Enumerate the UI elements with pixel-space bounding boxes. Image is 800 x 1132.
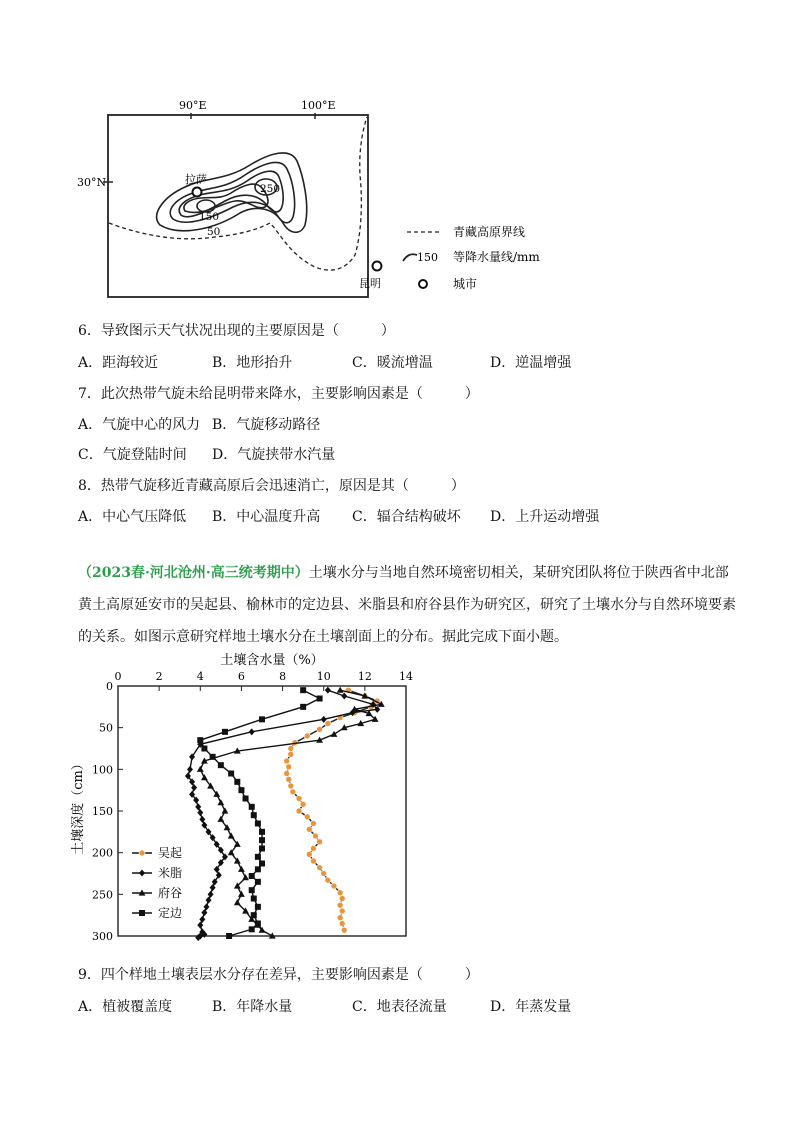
contour-label-50: 50 (207, 226, 221, 238)
data-point (312, 833, 318, 839)
x-tick-label: 14 (399, 670, 413, 683)
data-point (341, 927, 347, 933)
x-tick-label: 12 (357, 670, 372, 683)
question-8-option-a[interactable]: A．中心气压降低 (78, 509, 187, 525)
y-tick-label: 0 (106, 680, 113, 693)
data-point (217, 799, 224, 805)
data-point (201, 746, 207, 752)
data-point (255, 866, 261, 872)
data-point (304, 733, 310, 739)
data-point (222, 807, 229, 813)
legend-isoline-value: 150 (417, 251, 438, 264)
data-point (187, 766, 193, 773)
question-7-stem: 7．此次热带气旋未给昆明带来降水，主要影响因素是（ ） (78, 386, 479, 402)
data-point (259, 829, 265, 835)
y-tick-label: 300 (92, 930, 113, 943)
data-point (284, 758, 290, 764)
data-point (249, 873, 255, 879)
question-8-option-b[interactable]: B．中心温度升高 (212, 509, 321, 525)
data-point (339, 908, 345, 914)
data-point (228, 832, 235, 838)
contour-label-150: 150 (199, 211, 220, 223)
data-point (300, 801, 306, 807)
data-point (300, 704, 306, 710)
city-marker-kunming (373, 262, 382, 271)
data-point (259, 837, 265, 843)
x-tick-label: 6 (237, 670, 245, 683)
data-point (243, 796, 249, 802)
question-6-option-b[interactable]: B．地形抬升 (212, 355, 293, 371)
lat-label-30: 30°N (77, 176, 107, 189)
data-point (259, 861, 265, 867)
legend-label: 府谷 (158, 886, 183, 900)
legend-isoline-symbol (403, 254, 417, 261)
data-point (238, 787, 244, 793)
legend-city-label: 城市 (453, 277, 478, 291)
data-point (255, 879, 261, 885)
data-point (310, 846, 316, 852)
data-point (249, 887, 255, 893)
data-point (249, 804, 255, 810)
data-point (296, 808, 302, 814)
data-point (290, 789, 296, 795)
data-point (317, 726, 323, 732)
chart-ylabel: 土壤深度（cm） (71, 757, 86, 855)
data-point (337, 915, 343, 921)
data-point (341, 693, 347, 700)
data-point (288, 783, 294, 789)
city-marker-lhasa (193, 188, 202, 197)
question-7-option-d[interactable]: D．气旋挟带水汽量 (212, 447, 336, 463)
lon-label-90: 90°E (179, 99, 207, 112)
data-point (337, 890, 343, 896)
data-point (331, 883, 337, 889)
data-point (339, 896, 345, 902)
data-point (288, 751, 294, 757)
question-6-option-c[interactable]: C．暖流增温 (352, 355, 433, 371)
data-point (337, 902, 343, 908)
passage-text: 土壤水分与当地自然环境密切相关，某研究团队将位于陕西省中北部黄土高原延安市的吴起县、榆林市的定边县、米脂县和府谷县作为研究区，研究了土壤水分与自然环境要素的关系。如图示意研究样地土壤水分在土壤剖面上的分布。据此完成下面小题。 (78, 565, 736, 645)
question-9-option-d[interactable]: D．年蒸发量 (490, 999, 572, 1015)
data-point (306, 851, 312, 857)
question-9-stem: 9．四个样地土壤表层水分存在差异，主要影响因素是（ ） (78, 967, 479, 983)
data-point (317, 839, 323, 845)
data-point (288, 746, 294, 752)
contour-label-250: 250 (260, 183, 281, 195)
data-point (325, 721, 331, 727)
x-tick-label: 10 (316, 670, 331, 683)
data-point (310, 821, 316, 827)
data-point (234, 779, 240, 785)
question-9-option-a[interactable]: A．植被覆盖度 (78, 999, 173, 1015)
legend-marker (139, 910, 145, 916)
series-2 (185, 687, 380, 941)
y-tick-label: 100 (92, 763, 113, 777)
data-point (286, 764, 292, 770)
x-tick-label: 4 (196, 670, 204, 683)
question-6-stem: 6．导致图示天气状况出现的主要原因是（ ） (78, 323, 395, 339)
data-point (317, 865, 323, 871)
question-7-option-c[interactable]: C．气旋登陆时间 (78, 447, 187, 463)
legend-label: 定边 (158, 906, 183, 920)
data-point (249, 728, 255, 735)
legend-city-symbol (419, 280, 427, 288)
question-8-option-d[interactable]: D．上升运动增强 (490, 509, 600, 525)
data-point (226, 933, 232, 939)
passage-source: （2023春·河北沧州·高三统考期中） (78, 565, 309, 581)
data-point (310, 858, 316, 864)
precipitation-map (77, 95, 575, 300)
data-point (197, 737, 203, 743)
y-tick-label: 150 (92, 805, 113, 818)
passage (78, 557, 738, 653)
data-point (259, 716, 265, 722)
question-7-option-b[interactable]: B．气旋移动路径 (212, 417, 321, 433)
lon-label-100: 100°E (301, 99, 336, 112)
city-label-kunming: 昆明 (359, 277, 381, 290)
question-8-stem: 8．热带气旋移近青藏高原后会迅速消亡，原因是其（ ） (78, 478, 465, 494)
data-point (238, 866, 245, 872)
series-4 (197, 687, 322, 939)
legend-marker (139, 870, 145, 877)
question-9-option-b[interactable]: B．年降水量 (212, 999, 293, 1015)
data-point (306, 826, 312, 832)
data-point (284, 771, 290, 777)
data-point (217, 816, 224, 822)
data-point (210, 754, 216, 760)
data-point (238, 891, 245, 897)
series-line (188, 690, 377, 938)
question-7-option-a[interactable]: A．气旋中心的风力 (78, 417, 201, 433)
data-point (339, 921, 345, 927)
map-frame (108, 115, 368, 297)
data-point (296, 796, 302, 802)
question-9-option-c[interactable]: C．地表径流量 (352, 999, 447, 1015)
data-point (255, 821, 261, 827)
data-point (251, 812, 257, 818)
y-tick-label: 50 (99, 721, 113, 735)
data-point (201, 774, 208, 780)
data-point (331, 731, 338, 737)
data-point (325, 687, 331, 694)
legend-isoline-label: 等降水量线/mm (453, 250, 540, 264)
x-tick-label: 2 (155, 670, 163, 683)
y-tick-label: 200 (92, 846, 113, 860)
legend-label: 米脂 (158, 866, 183, 880)
chart-xlabel: 土壤含水量（%） (220, 653, 324, 668)
legend-boundary-label: 青藏高原界线 (453, 225, 526, 239)
data-point (234, 899, 241, 905)
data-point (325, 877, 331, 883)
question-8-option-c[interactable]: C．辐合结构破坏 (352, 509, 461, 525)
data-point (255, 854, 261, 860)
data-point (286, 776, 292, 782)
legend-marker (139, 850, 145, 856)
data-point (251, 896, 257, 902)
question-6-option-a[interactable]: A．距海较近 (78, 355, 159, 371)
data-point (249, 926, 255, 932)
data-point (242, 874, 249, 880)
data-point (197, 766, 204, 772)
x-tick-label: 0 (114, 670, 122, 683)
data-point (255, 921, 261, 927)
y-tick-label: 250 (92, 888, 113, 902)
city-label-lhasa: 拉萨 (185, 173, 207, 186)
data-point (337, 687, 344, 693)
x-tick-label: 8 (279, 670, 287, 683)
data-point (259, 846, 265, 852)
data-point (251, 912, 257, 918)
data-point (321, 871, 327, 877)
data-point (300, 687, 306, 693)
data-point (222, 729, 228, 735)
plateau-boundary-line (109, 117, 367, 270)
data-point (218, 762, 224, 768)
isolines (157, 153, 307, 232)
soil-moisture-chart (60, 648, 430, 948)
legend-label: 吴起 (158, 846, 183, 860)
data-point (304, 814, 310, 820)
data-point (228, 771, 234, 777)
data-point (317, 696, 323, 702)
data-point (255, 904, 261, 910)
question-6-option-d[interactable]: D．逆温增强 (490, 355, 572, 371)
